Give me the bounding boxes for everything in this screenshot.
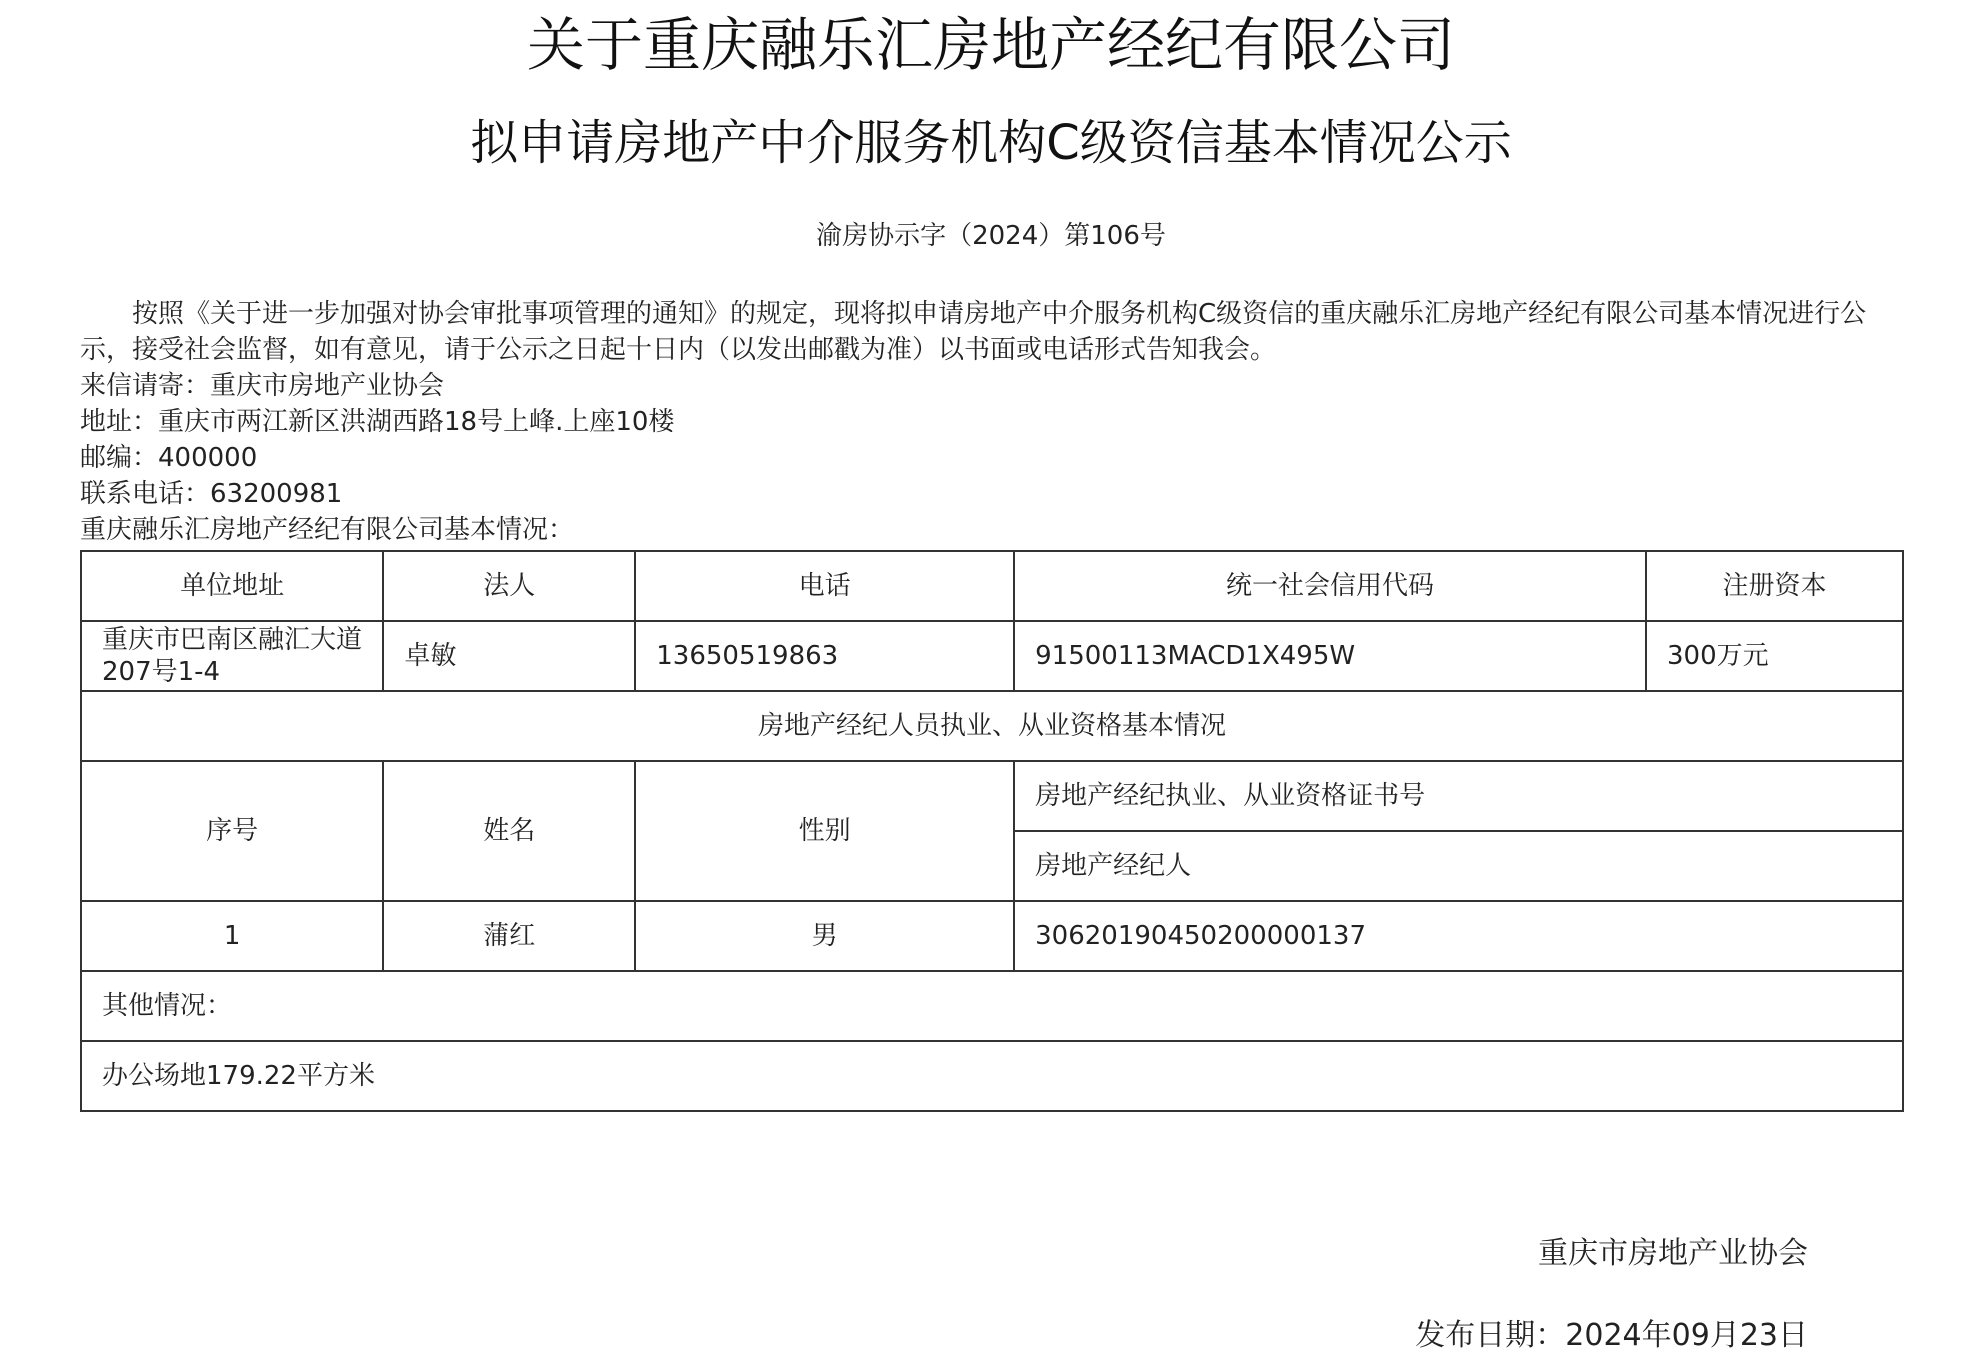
- company-credit-code: 91500113MACD1X495W: [1014, 621, 1646, 691]
- header-gender: 性别: [635, 761, 1014, 901]
- company-capital: 300万元: [1646, 621, 1903, 691]
- announcement-body: [80, 296, 1902, 548]
- announcement-paragraph: 按照《关于进一步加强对协会审批事项管理的通知》的规定，现将拟申请房地产中介服务机构C级资信的重庆融乐汇房地产经纪有限公司基本情况进行公示，接受社会监督，如有意见，请于公示之日起十日内（以发出邮戳为准）以书面或电话形式告知我会。: [80, 299, 1867, 365]
- other-value: 办公场地179.22平方米: [81, 1041, 1903, 1111]
- header-cert-no: 房地产经纪执业、从业资格证书号: [1014, 761, 1903, 831]
- company-legal-person: 卓敏: [383, 621, 635, 691]
- page-subtitle: 拟申请房地产中介服务机构C级资信基本情况公示: [470, 115, 1512, 171]
- table-row: [81, 901, 1903, 971]
- agent-seq: 1: [81, 901, 383, 971]
- other-label: 其他情况：: [81, 971, 1903, 1041]
- mail-to-line: 来信请寄：重庆市房地产业协会: [80, 371, 445, 401]
- header-cert-type: 房地产经纪人: [1014, 831, 1903, 901]
- agent-cert-no: 30620190450200000137: [1014, 901, 1903, 971]
- document-number: 渝房协示字（2024）第106号: [816, 221, 1166, 251]
- agent-header-row-1: [81, 761, 1903, 831]
- company-address: 重庆市巴南区融汇大道207号1-4: [81, 621, 383, 691]
- header-name: 姓名: [383, 761, 635, 901]
- address-line: 地址：重庆市两江新区洪湖西路18号上峰.上座10楼: [80, 407, 675, 437]
- header-phone: 电话: [635, 551, 1014, 621]
- footer-publish-date: 发布日期：2024年09月23日: [1415, 1318, 1808, 1353]
- footer-organization: 重庆市房地产业协会: [1538, 1236, 1808, 1271]
- table-header-row: [81, 551, 1903, 621]
- company-info-label: 重庆融乐汇房地产经纪有限公司基本情况：: [80, 515, 575, 545]
- header-credit-code: 统一社会信用代码: [1014, 551, 1646, 621]
- phone-line: 联系电话：63200981: [80, 479, 343, 509]
- agent-gender: 男: [635, 901, 1014, 971]
- agents-section-title: 房地产经纪人员执业、从业资格基本情况: [81, 691, 1903, 761]
- agent-name: 蒲红: [383, 901, 635, 971]
- other-label-row: [81, 971, 1903, 1041]
- agents-section-row: [81, 691, 1903, 761]
- header-seq: 序号: [81, 761, 383, 901]
- page-title: 关于重庆融乐汇房地产经纪有限公司: [526, 11, 1455, 79]
- header-legal-person: 法人: [383, 551, 635, 621]
- postcode-line: 邮编：400000: [80, 443, 258, 473]
- company-info-table: [80, 550, 1904, 1112]
- company-row: [81, 621, 1903, 691]
- company-phone: 13650519863: [635, 621, 1014, 691]
- other-value-row: [81, 1041, 1903, 1111]
- header-address: 单位地址: [81, 551, 383, 621]
- header-capital: 注册资本: [1646, 551, 1903, 621]
